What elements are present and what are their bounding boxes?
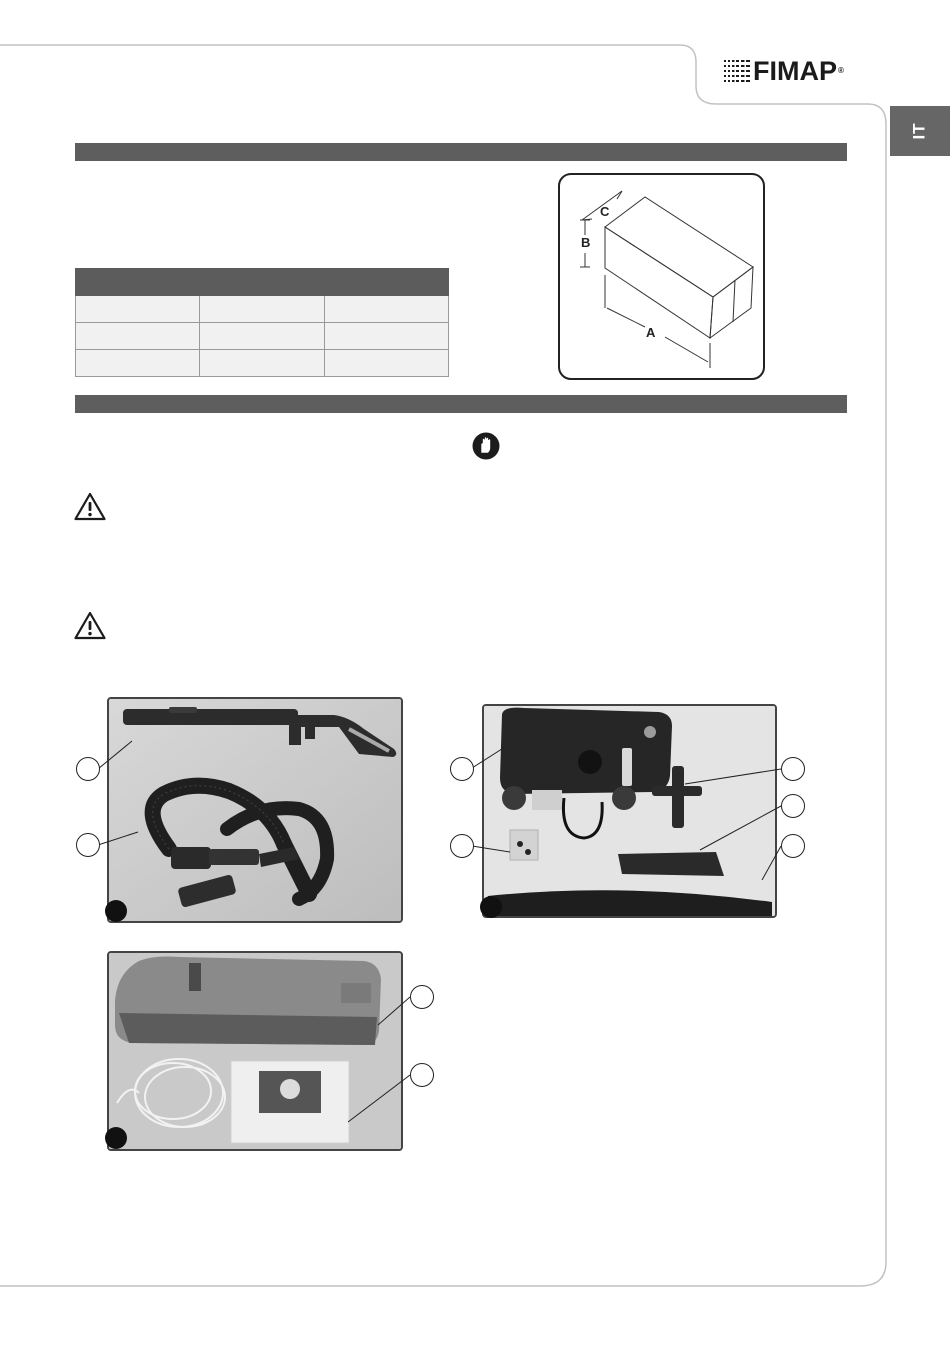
table-cell [200, 296, 324, 323]
photo-vacuum-body-and-tools [482, 704, 777, 918]
table-cell [324, 296, 448, 323]
table-cell [324, 350, 448, 377]
packaging-dimensions-table [75, 268, 449, 377]
warning-triangle-icon [74, 492, 106, 521]
photo-housing-cord-and-bag [107, 951, 403, 1151]
dimension-label-b: B [581, 235, 591, 250]
callout-circle [781, 757, 805, 781]
warning-triangle-icon [74, 611, 106, 640]
table-header-cell [200, 269, 324, 296]
table-cell [200, 323, 324, 350]
callout-circle [450, 757, 474, 781]
section-header-bar-packaging [75, 143, 847, 161]
table-row [76, 323, 449, 350]
logo-wordmark: FIMAP [753, 56, 837, 86]
handle-and-hose-illustration [109, 699, 401, 921]
language-tab-label: IT [909, 122, 929, 140]
table-cell [76, 350, 200, 377]
photo-handle-and-hose [107, 697, 403, 923]
housing-cord-and-bag-illustration [109, 953, 401, 1149]
callout-circle [410, 1063, 434, 1087]
table-header-cell [324, 269, 448, 296]
callout-circle [410, 985, 434, 1009]
box-drawing [560, 175, 763, 378]
table-cell [200, 350, 324, 377]
table-cell [324, 323, 448, 350]
callout-circle [781, 834, 805, 858]
fimap-logo [724, 57, 844, 85]
logo-dot-grid-icon [724, 58, 750, 84]
callout-circle [76, 757, 100, 781]
table-header-row [76, 269, 449, 296]
table-cell [76, 323, 200, 350]
vacuum-body-and-tools-illustration [484, 706, 775, 916]
registered-mark: ® [838, 66, 844, 75]
packaging-dimensions-diagram [558, 173, 765, 380]
callout-circle [450, 834, 474, 858]
figure-marker-dot [105, 900, 127, 922]
callout-circle [781, 794, 805, 818]
table-row [76, 350, 449, 377]
protective-gloves-icon [472, 432, 500, 460]
figure-marker-dot [480, 896, 502, 918]
callout-circle [76, 833, 100, 857]
language-tab[interactable] [890, 106, 950, 156]
table-row [76, 296, 449, 323]
dimension-label-c: C [600, 204, 610, 219]
section-header-bar-contents [75, 395, 847, 413]
table-cell [76, 296, 200, 323]
table-header-cell [76, 269, 200, 296]
figure-marker-dot [105, 1127, 127, 1149]
dimension-label-a: A [646, 325, 656, 340]
